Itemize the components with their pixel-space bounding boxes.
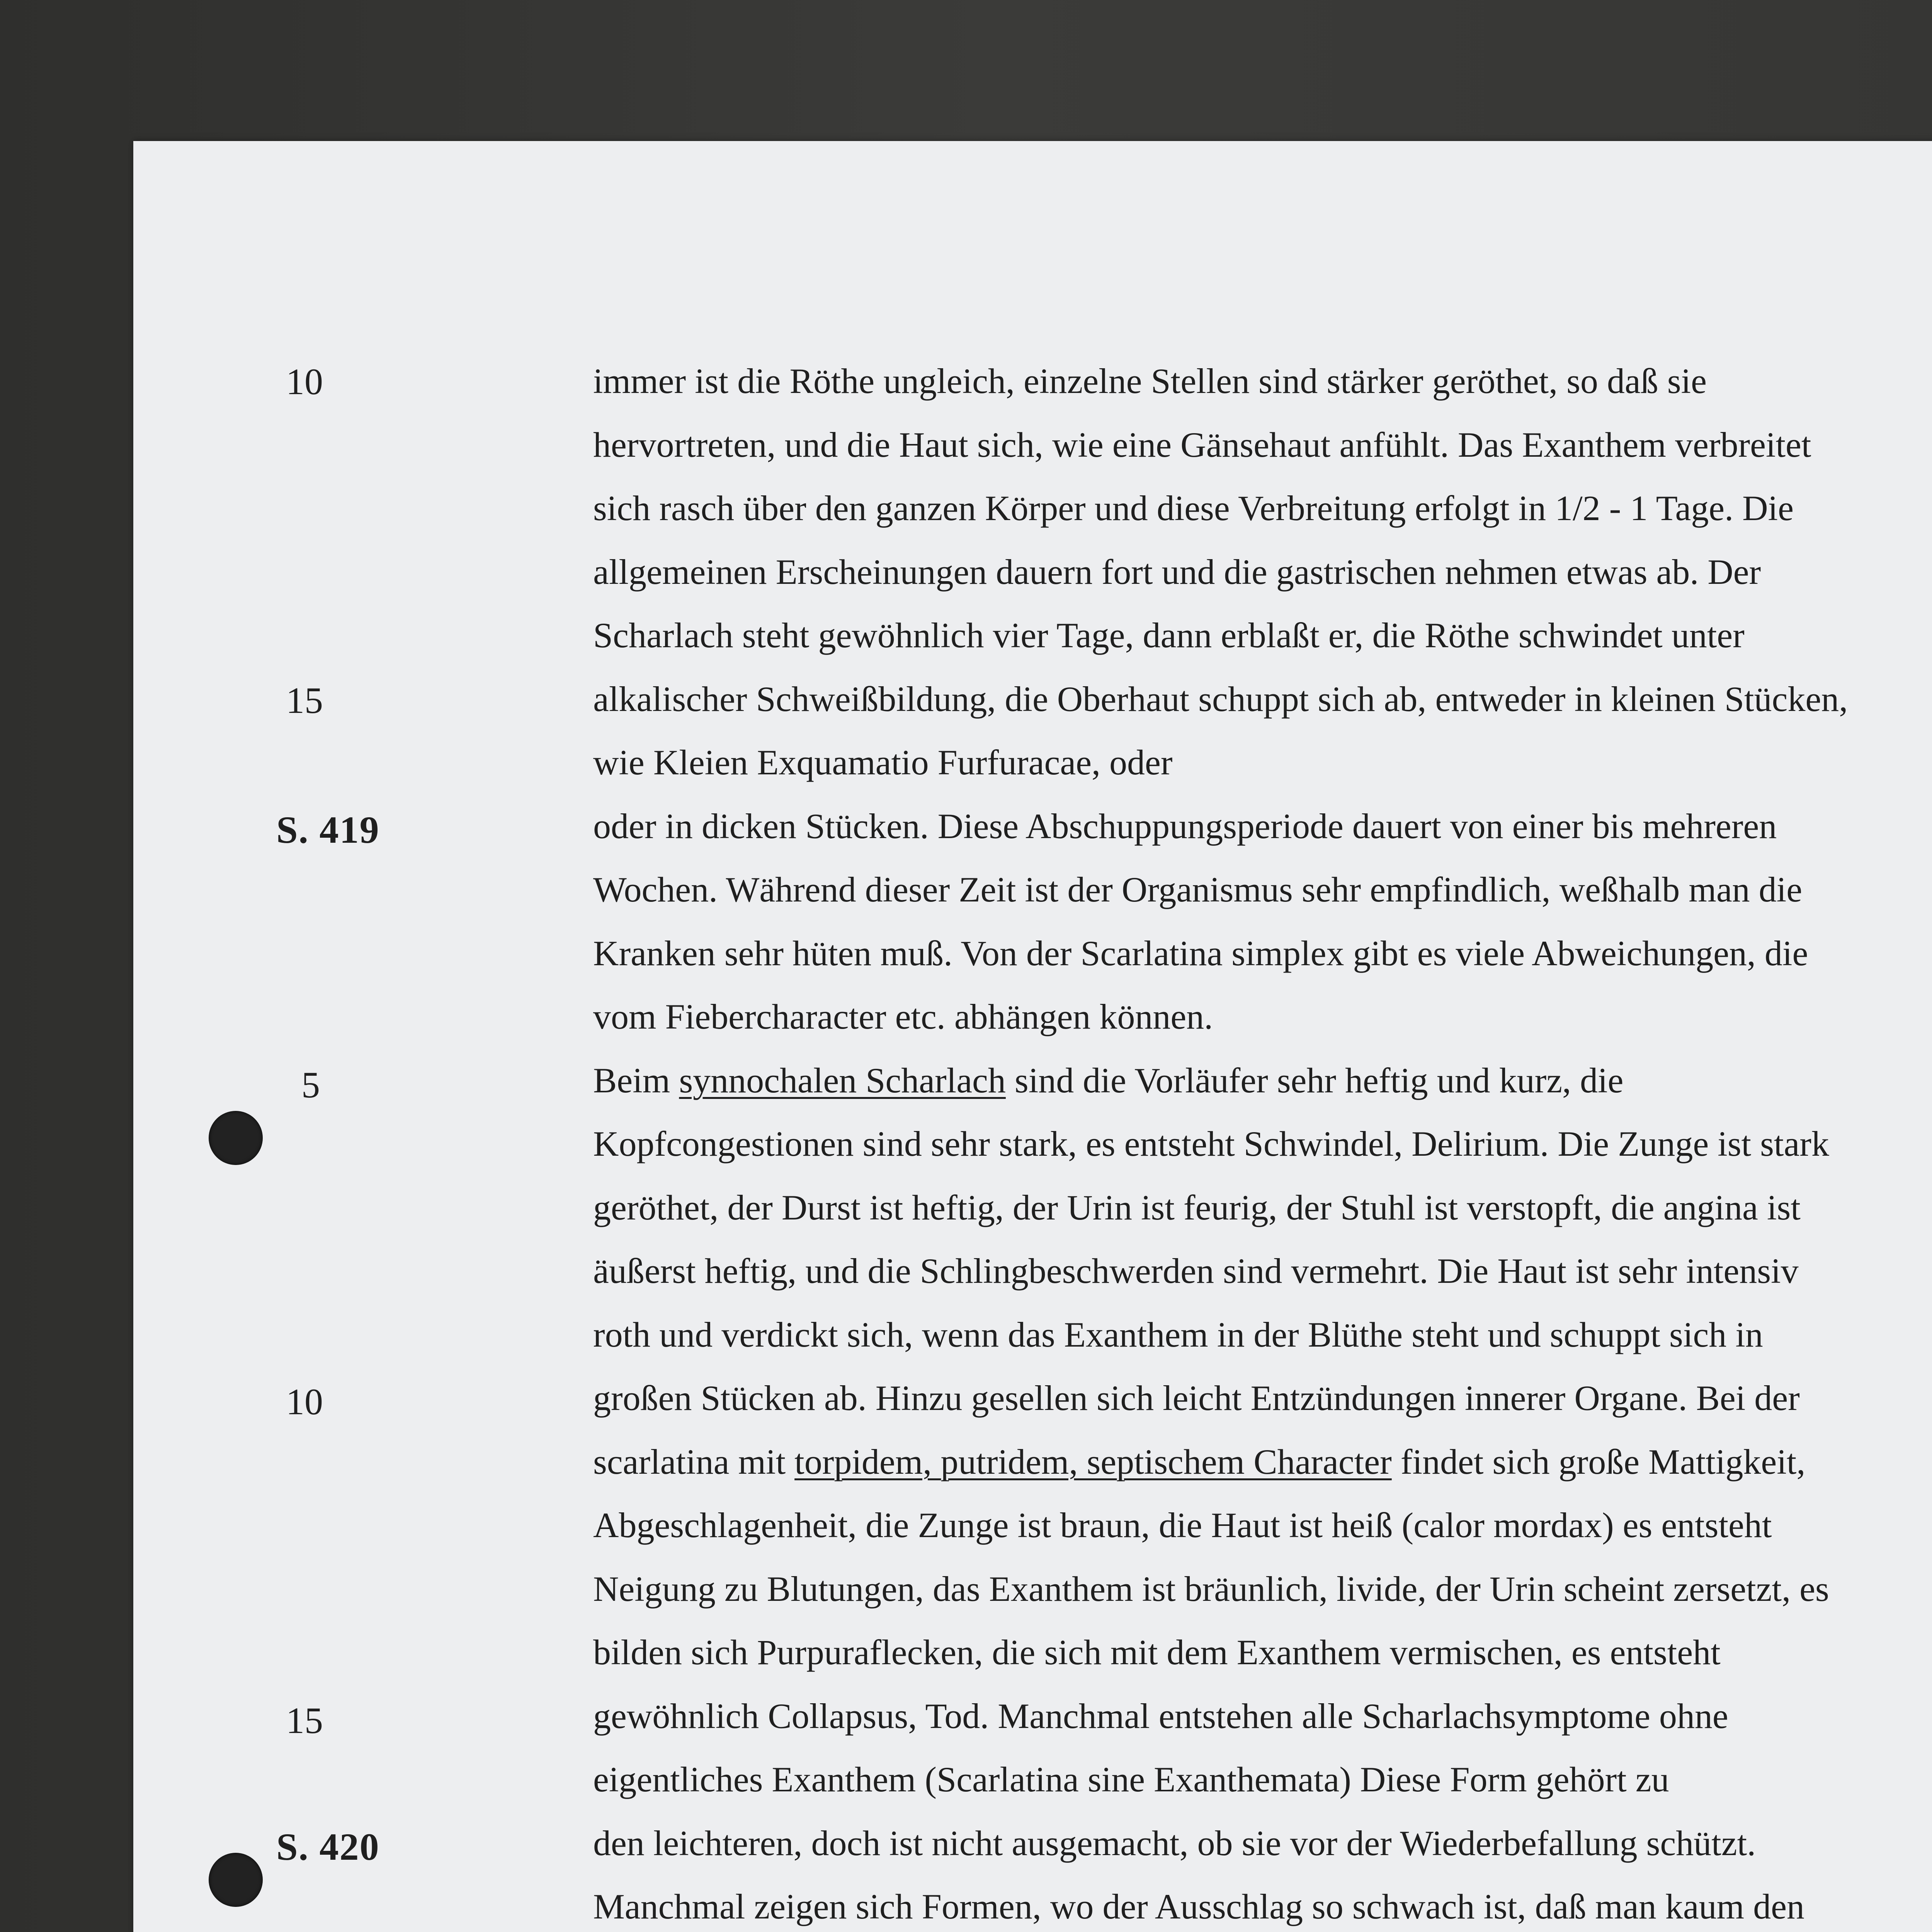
document-page <box>133 141 1932 1932</box>
text-segment: Manchmal zeigen sich Formen, wo der Ausschlag so schwach ist, daß man kaum den <box>593 1887 1804 1926</box>
line-number-5: 5 <box>301 1064 320 1105</box>
text-segment: äußerst heftig, und die Schlingbeschwerden sind vermehrt. Die Haut ist sehr intensiv <box>593 1251 1799 1291</box>
text-line <box>593 1317 1763 1352</box>
text-segment: Kranken sehr hüten muß. Von der Scarlatina simplex gibt es viele Abweichungen, die <box>593 934 1808 973</box>
text-segment: gewöhnlich Collapsus, Tod. Manchmal entstehen alle Scharlachsymptome ohne <box>593 1696 1728 1736</box>
text-line <box>593 681 1848 717</box>
line-number-10: 10 <box>286 1381 323 1422</box>
text-line <box>593 554 1761 590</box>
text-segment: eigentliches Exanthem (Scarlatina sine Exanthemata) Diese Form gehört zu <box>593 1760 1669 1799</box>
text-line <box>593 745 1173 780</box>
page-reference-s419: S. 419 <box>276 808 380 851</box>
text-line <box>593 1380 1800 1416</box>
text-line <box>593 490 1794 526</box>
text-line <box>593 1253 1799 1289</box>
text-segment: großen Stücken ab. Hinzu gesellen sich leicht Entzündungen innerer Organe. Bei der <box>593 1378 1800 1418</box>
text-segment: Scharlach steht gewöhnlich vier Tage, dann erblaßt er, die Röthe schwindet unter <box>593 616 1745 655</box>
text-segment: roth und verdickt sich, wenn das Exanthem in der Blüthe steht und schuppt sich in <box>593 1315 1763 1354</box>
line-number-15: 15 <box>286 1700 323 1741</box>
text-line <box>593 1825 1756 1861</box>
underlined-term: torpidem, putridem, septischem Character <box>794 1442 1392 1481</box>
text-segment: Beim <box>593 1061 679 1100</box>
text-line <box>593 1507 1772 1543</box>
text-line <box>593 1571 1829 1607</box>
text-line <box>593 1634 1721 1670</box>
text-segment: den leichteren, doch ist nicht ausgemacht, ob sie vor der Wiederbefallung schützt. <box>593 1823 1756 1863</box>
text-line <box>593 1190 1801 1225</box>
text-line <box>593 872 1802 907</box>
underlined-term: synnochalen Scharlach <box>679 1061 1006 1100</box>
punch-hole-bottom <box>209 1853 263 1907</box>
text-line <box>593 1889 1804 1924</box>
text-line <box>593 363 1707 399</box>
text-segment: bilden sich Purpuraflecken, die sich mit dem Exanthem vermischen, es entsteht <box>593 1633 1721 1672</box>
text-line <box>593 427 1811 463</box>
text-segment: findet sich große Mattigkeit, <box>1391 1442 1806 1481</box>
text-line <box>593 1126 1829 1162</box>
text-segment: sich rasch über den ganzen Körper und diese Verbreitung erfolgt in 1/2 - 1 Tage. Die <box>593 488 1794 528</box>
text-segment: wie Kleien Exquamatio Furfuracae, oder <box>593 743 1173 782</box>
text-segment: scarlatina mit <box>593 1442 795 1481</box>
line-number-15: 15 <box>286 680 323 721</box>
text-segment: sind die Vorläufer sehr heftig und kurz, die <box>1005 1061 1624 1100</box>
text-line <box>593 1762 1669 1797</box>
text-segment: allgemeinen Erscheinungen dauern fort und die gastrischen nehmen etwas ab. Der <box>593 552 1761 592</box>
text-line <box>593 999 1213 1034</box>
text-segment: Kopfcongestionen sind sehr stark, es entsteht Schwindel, Delirium. Die Zunge ist stark <box>593 1124 1829 1163</box>
punch-hole-top <box>209 1111 263 1165</box>
text-line <box>593 617 1745 653</box>
text-segment: vom Fiebercharacter etc. abhängen können. <box>593 997 1213 1036</box>
text-segment: Abgeschlagenheit, die Zunge ist braun, die Haut ist heiß (calor mordax) es entsteht <box>593 1505 1772 1545</box>
text-segment: geröthet, der Durst ist heftig, der Urin ist feurig, der Stuhl ist verstopft, die angina ist <box>593 1188 1801 1227</box>
text-line <box>593 935 1808 971</box>
text-segment: alkalischer Schweißbildung, die Oberhaut schuppt sich ab, entweder in kleinen Stücken, <box>593 679 1848 719</box>
text-line <box>593 1444 1805 1480</box>
text-segment: oder in dicken Stücken. Diese Abschuppungsperiode dauert von einer bis mehreren <box>593 806 1777 846</box>
text-line <box>593 1063 1623 1098</box>
text-line <box>593 808 1777 844</box>
text-segment: hervortreten, und die Haut sich, wie eine Gänsehaut anfühlt. Das Exanthem verbreitet <box>593 425 1811 464</box>
text-segment: immer ist die Röthe ungleich, einzelne Stellen sind stärker geröthet, so daß sie <box>593 361 1707 401</box>
page-reference-s420: S. 420 <box>276 1825 380 1868</box>
text-line <box>593 1698 1728 1734</box>
line-number-10: 10 <box>286 361 323 402</box>
text-segment: Neigung zu Blutungen, das Exanthem ist bräunlich, livide, der Urin scheint zersetzt, es <box>593 1569 1829 1609</box>
text-segment: Wochen. Während dieser Zeit ist der Organismus sehr empfindlich, weßhalb man die <box>593 870 1803 909</box>
